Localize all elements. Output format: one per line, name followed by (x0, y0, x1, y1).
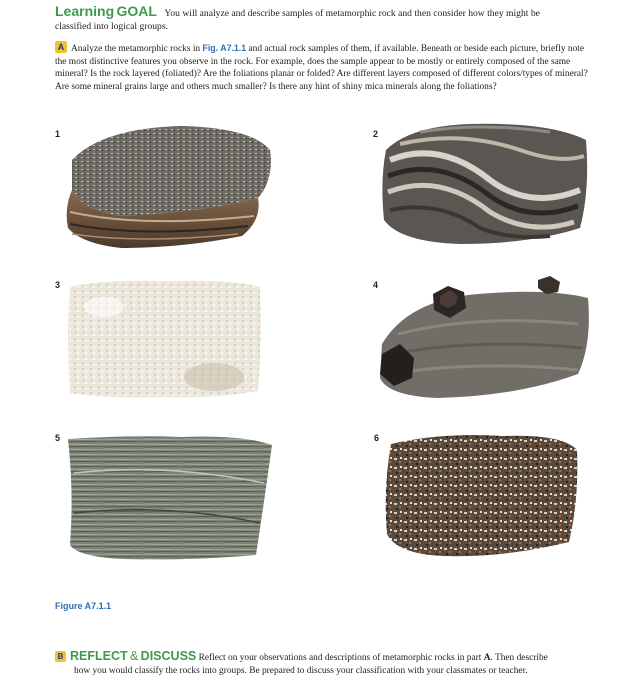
section-b-text-line1-end: . Then describe (490, 653, 548, 663)
rock-number-3: 3 (55, 280, 61, 290)
discuss-heading: DISCUSS (140, 649, 197, 663)
learning-goal-title-part1: Learning (55, 3, 115, 19)
section-a-badge: A (55, 41, 67, 53)
speckled-breccia-rock-image (383, 430, 579, 560)
rock-number-5: 5 (55, 433, 61, 443)
learning-goal (55, 5, 600, 33)
garnet-schist-rock-image (378, 274, 592, 402)
figure-caption: Figure A7.1.1 (55, 601, 112, 611)
section-a-instructions (55, 41, 591, 93)
folded-banded-rock-image (380, 120, 592, 248)
rock-number-1: 1 (55, 129, 61, 139)
rock-number-2: 2 (373, 129, 379, 139)
foliated-gneiss-rock-image (62, 120, 276, 250)
learning-goal-text-line2: classified into logical groups. (55, 20, 168, 32)
reflect-heading: REFLECT (70, 649, 128, 663)
section-b-badge: B (55, 651, 66, 662)
learning-goal-text-line1: You will analyze and describe samples of metamorphic rock and then consider how they might be (164, 8, 540, 19)
section-b-reflect-discuss (55, 650, 600, 678)
section-b-part-ref: A (483, 653, 491, 663)
learning-goal-title-part2: GOAL (116, 3, 157, 19)
section-b-text-line2: how you would classify the rocks into groups. Be prepared to discuss your classification with your classmates or teacher. (74, 666, 528, 676)
rock-number-4: 4 (373, 280, 379, 290)
figure-reference-link[interactable]: Fig. A7.1.1 (202, 43, 247, 53)
ampersand: & (129, 649, 139, 663)
section-a-text-after-ref: and actual rock samples of them, if available. Beneath or beside each picture, briefly note the most distinctive features you observe in the rock. For example, does the sample appear to be mostly or entirely composed of the same mineral? Is the rock layered (foliated)? Are the foliations planar or folded? Are different layers composed of different colors/types of mineral? Are some mineral grains large and others much smaller? Is there any hint of shiny mica minerals along the foliations? (55, 44, 588, 92)
section-b-text-line1: Reflect on your observations and descriptions of metamorphic rocks in part (198, 653, 482, 663)
green-schist-rock-image (64, 433, 276, 563)
rock-number-6: 6 (374, 433, 380, 443)
white-marble-rock-image (64, 277, 264, 401)
section-a-text-before-ref: Analyze the metamorphic rocks in (71, 44, 201, 54)
